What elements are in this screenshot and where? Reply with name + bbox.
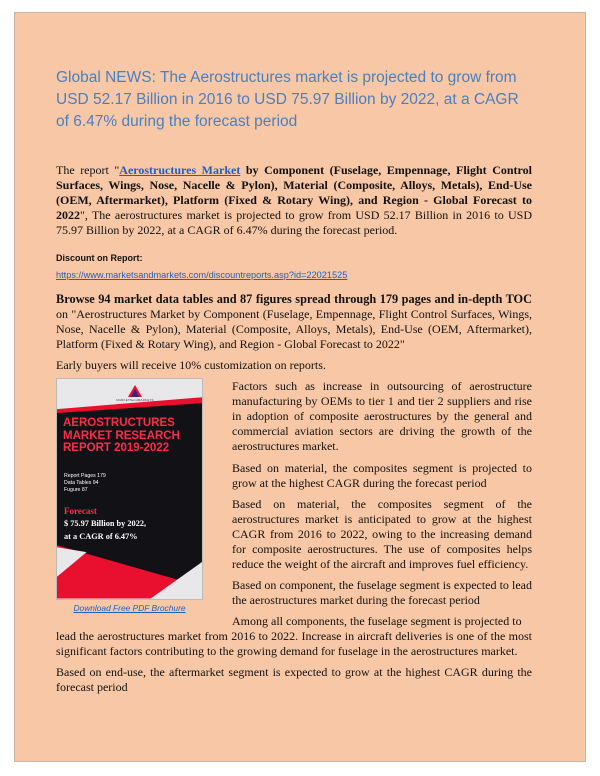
- fuselage-paragraph-end: lead the aerostructures market from 2016 to 2022. Increase in aircraft deliveries is one of the most significant factors contributing to the growing demand for fuselage in the aerostructures market.: [56, 629, 532, 658]
- logo-text: MARKETSandMARKETS: [116, 398, 154, 402]
- fuselage-paragraph-start: Among all components, the fuselage segment is projected to: [232, 614, 522, 628]
- report-link[interactable]: Aerostructures Market: [119, 163, 241, 177]
- discount-heading: Discount on Report:: [56, 253, 143, 263]
- intro-prefix: The report ": [56, 163, 120, 177]
- intro-suffix: ", The aerostructures market is projected to grow from USD 52.17 Billion in 2016 to USD 75.97 Billion by 2022, at a CAGR of 6.47% during the forecast period.: [56, 208, 532, 237]
- page-title: Global NEWS: The Aerostructures market is projected to grow from USD 52.17 Billion in 2016 to USD 75.97 Billion by 2022, at a CAGR of 6.47% during the forecast period: [56, 69, 519, 130]
- browse-lead: Browse 94 market data tables and 87 figures spread through 179 pages and in-depth TOC: [56, 292, 532, 306]
- cover-forecast-cagr: at a CAGR of 6.47%: [64, 532, 138, 541]
- factors-paragraph: Factors such as increase in outsourcing of aerostructure manufacturing by OEMs to tier 1 and tier 2 suppliers and rise in adoption of composite aerostructures by the general and commercial aviation sectors are driving the growth of the aerostructures market.: [232, 379, 532, 453]
- cover-stat-tables: Data Tables 94: [64, 480, 99, 486]
- discount-link[interactable]: https://www.marketsandmarkets.com/discountreports.asp?id=22021525: [56, 270, 348, 280]
- brand-logo: [115, 385, 155, 402]
- end-use-paragraph: Based on end-use, the aftermarket segment is expected to grow at the highest CAGR during the forecast period: [56, 665, 532, 694]
- browse-paragraph: [56, 292, 532, 352]
- download-brochure-link[interactable]: Download Free PDF Brochure: [73, 603, 186, 613]
- cover-stat-pages: Report Pages 179: [64, 473, 106, 479]
- cover-title-line2: MARKET RESEARCH: [63, 429, 180, 442]
- component-heading-paragraph: Based on component, the fuselage segment is expected to lead the aerostructures market during the forecast period: [232, 578, 532, 607]
- early-buyers-note: Early buyers will receive 10% customization on reports.: [56, 358, 326, 372]
- cover-stat-figures: Fugure 87: [64, 487, 88, 493]
- cover-forecast-value: $ 75.97 Billion by 2022,: [64, 519, 147, 528]
- cover-forecast-label: Forecast: [64, 506, 97, 516]
- intro-bold: by Component (Fuselage, Empennage, Flight Control Surfaces, Wings, Nose, Nacelle & Pylon), Material (Composite, Alloys, Metals), End-Use (OEM, Aftermarket), Platform (Fixed & Rotary Wing), and Region - Global Forecast to 2022: [56, 163, 532, 222]
- cover-title-line3: REPORT 2019-2022: [63, 442, 170, 454]
- cover-stats: [64, 473, 106, 494]
- cover-title: [63, 417, 188, 455]
- logo-mark-icon: [128, 385, 142, 397]
- composites-paragraph: Based on material, the composites segment of the aerostructures market is anticipated to grow at the highest CAGR from 2016 to 2022, owing to the increasing demand for composite aerostructures. The use of composites helps reduce the weight of the aircraft and improves fuel efficiency.: [232, 497, 532, 571]
- intro-paragraph: [56, 163, 532, 238]
- report-cover-image[interactable]: [56, 378, 203, 600]
- browse-rest: on "Aerostructures Market by Component (Fuselage, Empennage, Flight Control Surfaces, Wings, Nose, Nacelle & Pylon), Material (Composite, Alloys, Metals), End-Use (OEM, Aftermarket), Platform (Fixed & Rotary Wing), and Region - Global Forecast to 2022": [56, 307, 532, 351]
- cover-title-line1: AEROSTRUCTURES: [63, 417, 175, 429]
- material-heading-paragraph: Based on material, the composites segment is projected to grow at the highest CAGR during the forecast period: [232, 461, 532, 490]
